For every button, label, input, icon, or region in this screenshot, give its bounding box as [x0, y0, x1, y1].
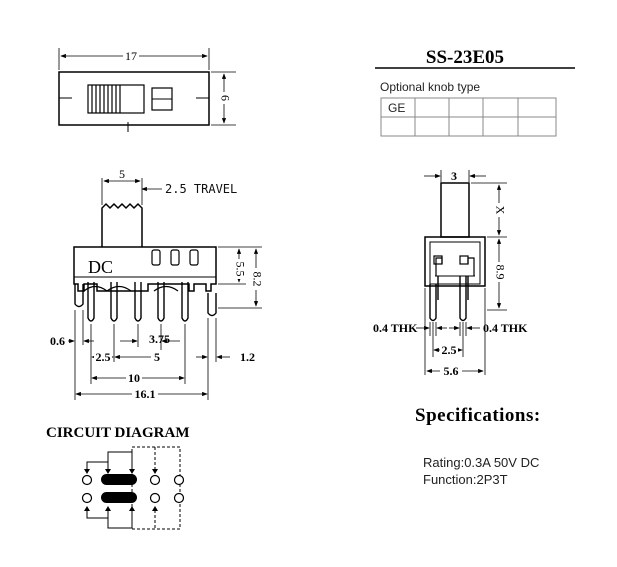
- side-pin-pitch: 2.5: [441, 343, 457, 357]
- front-pitch-mid: 3.75: [149, 332, 170, 346]
- side-pins: [430, 276, 468, 321]
- front-offset: 1.2: [240, 350, 255, 364]
- part-title: SS-23E05: [425, 47, 505, 68]
- top-height-label: 6: [218, 95, 233, 101]
- spec-function: Function:2P3T: [423, 472, 508, 487]
- top-view-body: [59, 72, 209, 125]
- front-pin-dia: 0.6: [50, 334, 65, 348]
- circuit-contact-top: [101, 474, 137, 485]
- circuit-title: CIRCUIT DIAGRAM: [46, 425, 190, 441]
- front-travel-label: 2.5 TRAVEL: [165, 182, 238, 196]
- front-pins: [75, 282, 216, 321]
- front-actuator: [102, 204, 142, 247]
- title-block: [375, 47, 575, 136]
- front-span-pins: 10: [128, 371, 140, 385]
- front-actuator-width: 5: [119, 167, 125, 181]
- top-view-knob-ribs: [92, 85, 120, 113]
- side-actuator-height: X: [493, 205, 508, 215]
- top-length-label: 17: [125, 49, 137, 63]
- front-view: [50, 167, 264, 401]
- circuit-contact-bottom: [101, 492, 137, 503]
- front-window-3: [190, 250, 198, 265]
- front-pitch-a: 2.5: [95, 350, 111, 364]
- front-height-outer: 8.2: [250, 271, 265, 287]
- front-height-inner: 5.5: [233, 261, 248, 277]
- front-pitch-b: 5: [154, 350, 160, 364]
- top-view: [59, 48, 236, 132]
- spec-title: Specifications:: [415, 405, 541, 426]
- side-actuator: [441, 183, 469, 237]
- side-actuator-width: 3: [451, 169, 457, 183]
- side-body-width: 5.6: [443, 364, 459, 378]
- circuit-diagram: [46, 425, 189, 529]
- circuit-dashed-position: [132, 447, 180, 529]
- front-body-mark: DC: [88, 257, 114, 277]
- side-body-height: 8.9: [493, 264, 508, 280]
- front-span-total: 16.1: [134, 387, 156, 401]
- circuit-wiring: [87, 452, 132, 528]
- knob-type-ge: GE: [388, 101, 406, 115]
- knob-type-label: Optional knob type: [380, 80, 481, 94]
- side-clips: [434, 256, 474, 276]
- side-view: [373, 169, 528, 378]
- spec-rating: Rating:0.3A 50V DC: [423, 455, 540, 470]
- front-window-1: [152, 250, 160, 265]
- side-thk-left: 0.4 THK: [373, 321, 418, 335]
- knob-type-table: [381, 98, 556, 136]
- side-thk-right: 0.4 THK: [483, 321, 528, 335]
- front-window-2: [171, 250, 179, 265]
- specifications: [415, 405, 541, 487]
